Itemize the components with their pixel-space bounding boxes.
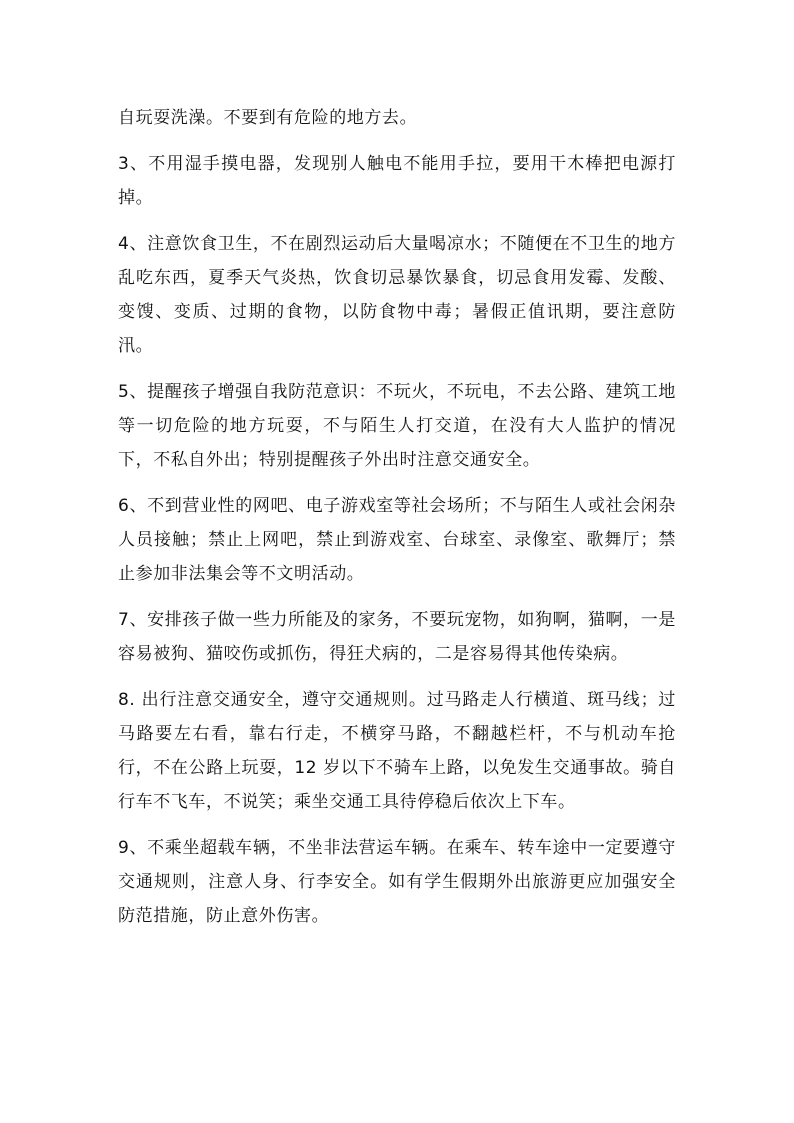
paragraph-item-9: 9、不乘坐超载车辆，不坐非法营运车辆。在乘车、转车途中一定要遵守交通规则，注意人身、行李安全。如有学生假期外出旅游更应加强安全防范措施，防止意外伤害。 bbox=[118, 838, 676, 926]
paragraph-item-3: 3、不用湿手摸电器，发现别人触电不能用手拉，要用干木棒把电源打掉。 bbox=[118, 154, 676, 208]
paragraph-item-6: 6、不到营业性的网吧、电子游戏室等社会场所；不与陌生人或社会闲杂人员接触；禁止上网吧，禁止到游戏室、台球室、录像室、歌舞厅；禁止参加非法集会等不文明活动。 bbox=[118, 496, 676, 584]
paragraph-item-7: 7、安排孩子做一些力所能及的家务，不要玩宠物，如狗啊，猫啊，一是容易被狗、猫咬伤或抓伤，得狂犬病的，二是容易得其他传染病。 bbox=[118, 610, 676, 664]
document-body bbox=[118, 101, 676, 933]
paragraph-item-5: 5、提醒孩子增强自我防范意识：不玩火，不玩电，不去公路、建筑工地等一切危险的地方玩耍，不与陌生人打交道，在没有大人监护的情况下，不私自外出；特别提醒孩子外出时注意交通安全。 bbox=[118, 382, 676, 470]
paragraph-continuation: 自玩耍洗澡。不要到有危险的地方去。 bbox=[118, 108, 418, 128]
paragraph-item-8: 8. 出行注意交通安全，遵守交通规则。过马路走人行横道、斑马线；过马路要左右看，靠右行走，不横穿马路，不翻越栏杆，不与机动车抢行，不在公路上玩耍，12 岁以下不骑车上路，以免发生交通事故。骑自行车不飞车，不说笑；乘坐交通工具待停稳后依次上下车。 bbox=[118, 690, 676, 812]
paragraph-item-4: 4、注意饮食卫生，不在剧烈运动后大量喝凉水；不随便在不卫生的地方乱吃东西，夏季天气炎热，饮食切忌暴饮暴食，切忌食用发霉、发酸、变馊、变质、过期的食物，以防食物中毒；暑假正值讯期，要注意防汛。 bbox=[118, 234, 676, 356]
